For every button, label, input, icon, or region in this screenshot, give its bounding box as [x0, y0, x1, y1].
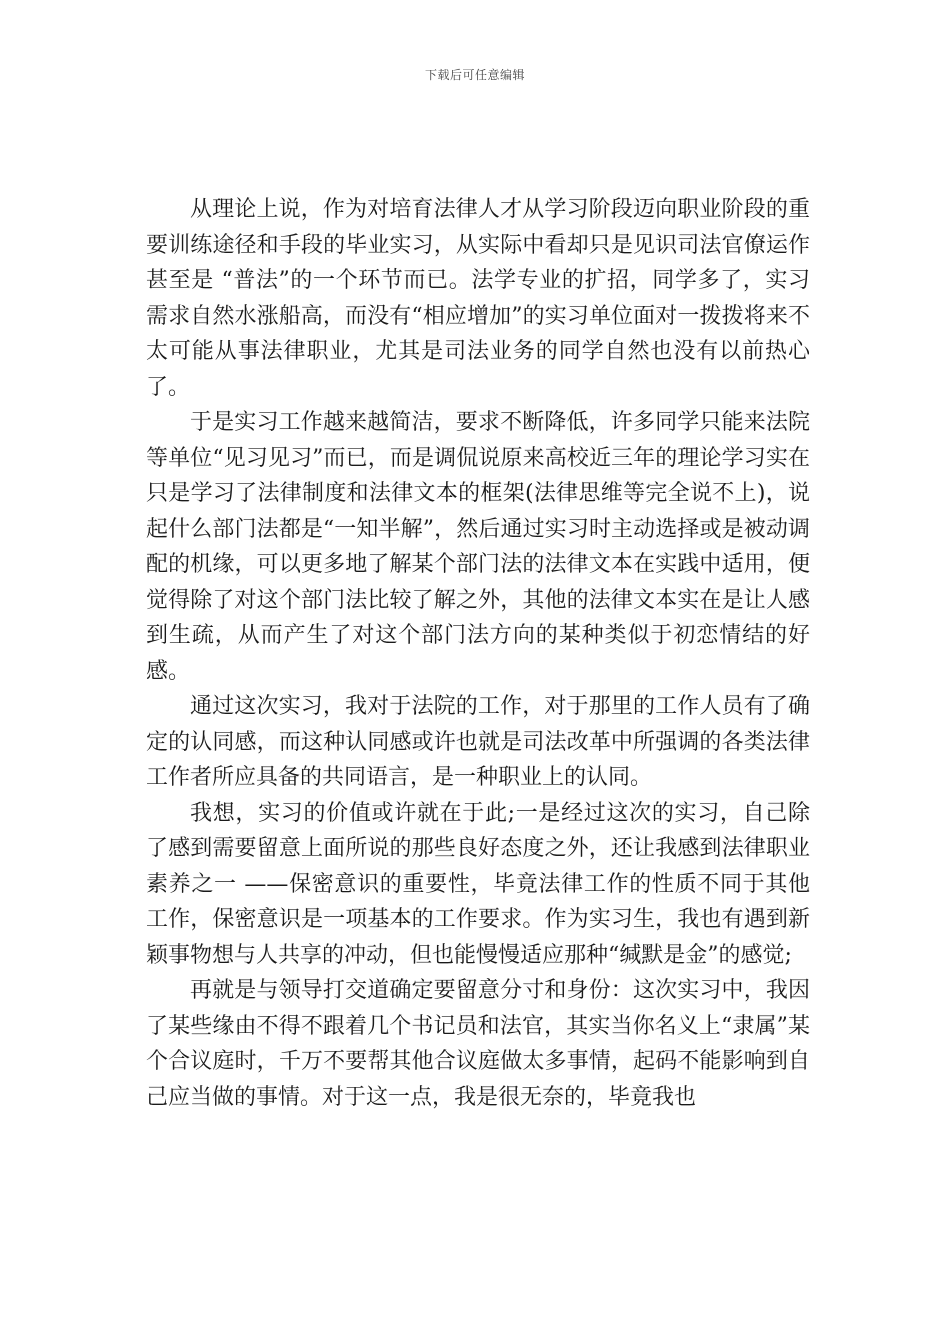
paragraph-5: 再就是与领导打交道确定要留意分寸和身份：这次实习中，我因了某些缘由不得不跟着几个书记员和法官，其实当你名义上“隶属”某个合议庭时，千万不要帮其他合议庭做太多事情，起码不能影响到自己应当做的事情。对于这一点，我是很无奈的，毕竟我也: [146, 978, 810, 1110]
paragraph-2: 于是实习工作越来越简洁，要求不断降低，许多同学只能来法院等单位“见习见习”而已，而是调侃说原来高校近三年的理论学习实在只是学习了法律制度和法律文本的框架(法律思维等完全说不上)，说起什么部门法都是“一知半解”，然后通过实习时主动选择或是被动调配的机缘，可以更多地了解某个部门法的法律文本在实践中适用，便觉得除了对这个部门法比较了解之外，其他的法律文本实在是让人感到生疏，从而产生了对这个部门法方向的某种类似于初恋情结的好感。: [146, 410, 810, 684]
paragraph-1: 从理论上说，作为对培育法律人才从学习阶段迈向职业阶段的重要训练途径和手段的毕业实习，从实际中看却只是见识司法官僚运作甚至是 “普法”的一个环节而已。法学专业的扩招，同学多了，实习需求自然水涨船高，而没有“相应增加”的实习单位面对一拨拨将来不太可能从事法律职业，尤其是司法业务的同学自然也没有以前热心了。: [146, 197, 810, 400]
document-body: [146, 192, 810, 1115]
header-note: 下载后可任意编辑: [424, 68, 525, 82]
paragraph-4: 我想，实习的价值或许就在于此;一是经过这次的实习，自己除了感到需要留意上面所说的那些良好态度之外，还让我感到法律职业素养之一 ——保密意识的重要性，毕竟法律工作的性质不同于其他工作，保密意识是一项基本的工作要求。作为实习生，我也有遇到新颖事物想与人共享的冲动，但也能慢慢适应那种“缄默是金”的感觉;: [146, 800, 810, 968]
paragraph-3: 通过这次实习，我对于法院的工作，对于那里的工作人员有了确定的认同感，而这种认同感或许也就是司法改革中所强调的各类法律工作者所应具备的共同语言，是一种职业上的认同。: [146, 694, 810, 790]
